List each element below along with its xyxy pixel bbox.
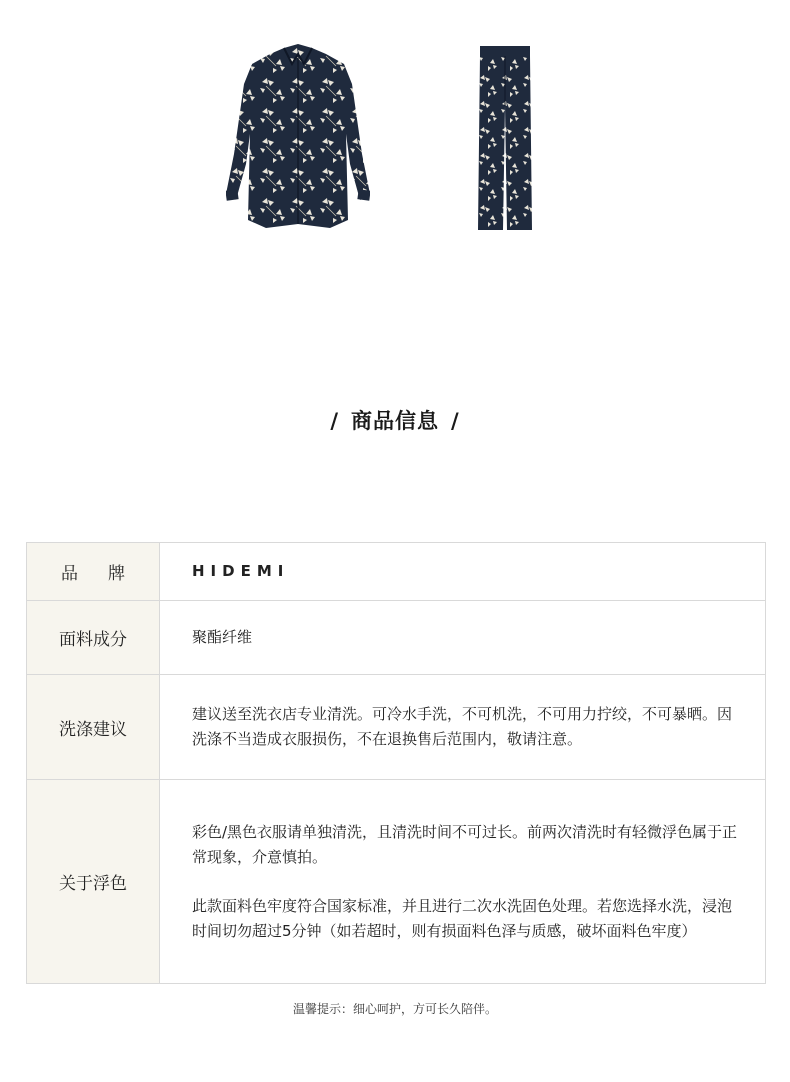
brand-value: HIDEMI — [192, 562, 290, 580]
title-slash-right: / — [451, 409, 460, 433]
washing-label-cell — [27, 675, 160, 780]
section-title — [0, 405, 790, 435]
brand-value-cell — [160, 543, 766, 601]
material-label-cell — [27, 601, 160, 675]
fading-label-cell — [27, 780, 160, 984]
washing-label: 洗涤建议 — [59, 719, 127, 740]
table-row-brand — [27, 543, 766, 601]
footer-note: 温馨提示：细心呵护，方可长久陪伴。 — [292, 1002, 497, 1016]
title-slash-left: / — [330, 409, 339, 433]
shirt-image — [226, 44, 370, 228]
fading-value-cell — [160, 780, 766, 984]
product-info-table — [26, 542, 766, 984]
material-value: 聚酯纤维 — [192, 628, 253, 646]
pants-image — [476, 46, 534, 232]
washing-value: 建议送至洗衣店专业清洗。可冷水手洗，不可机洗，不可用力拧绞，不可暴晒。因洗涤不当造成衣服损伤，不在退换售后范围内，敬请注意。 — [192, 705, 733, 748]
brand-label: 品牌 — [61, 564, 155, 584]
table-row-fading — [27, 780, 766, 984]
table-row-material — [27, 601, 766, 675]
material-label: 面料成分 — [59, 630, 127, 650]
fading-label: 关于浮色 — [59, 874, 127, 894]
material-value-cell — [160, 601, 766, 675]
section-title-text: 商品信息 — [351, 409, 439, 433]
washing-value-cell — [160, 675, 766, 780]
fading-paragraph: 此款面料色牢度符合国家标准，并且进行二次水洗固色处理。若您选择水洗，浸泡时间切勿超过5分钟（如若超时，则有损面料色泽与质感，破坏面料色牢度） — [192, 896, 733, 940]
brand-label-cell — [27, 543, 160, 601]
fading-paragraph: 彩色/黑色衣服请单独清洗，且清洗时间不可过长。前两次清洗时有轻微浮色属于正常现象，介意慎拍。 — [192, 822, 738, 866]
product-images — [0, 0, 790, 250]
table-row-washing — [27, 675, 766, 780]
